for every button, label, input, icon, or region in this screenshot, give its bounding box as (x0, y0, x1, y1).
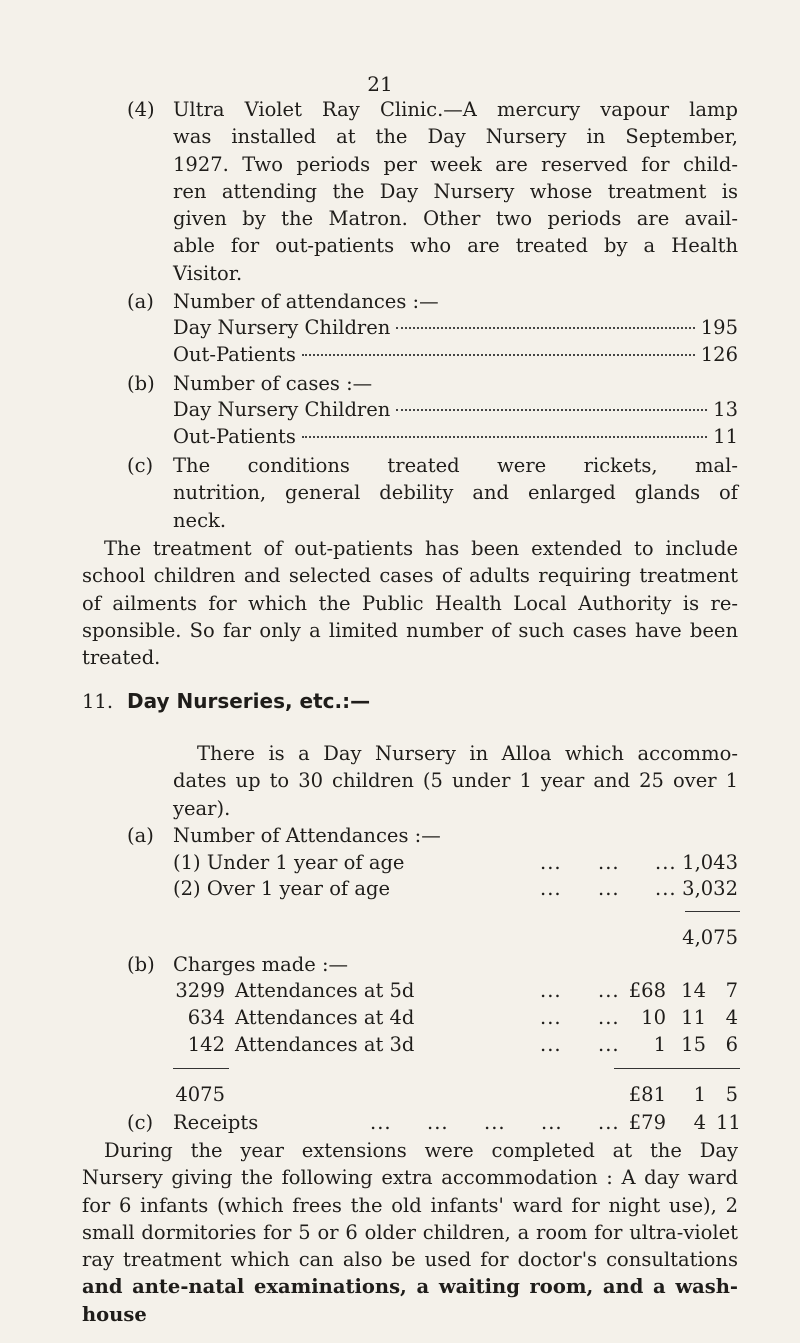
text-line: was installed at the Day Nursery in September, (173, 125, 738, 149)
leader-row (173, 396, 738, 423)
attendance-row-value: 3,032 (682, 877, 738, 900)
row-label: Out-Patients (173, 343, 296, 366)
charge-pounds: 10 (641, 1006, 666, 1029)
charge-count-total: 4075 (175, 1083, 225, 1106)
charge-label: Attendances at 5d (235, 979, 415, 1002)
attendance-row-value: 1,043 (682, 851, 738, 874)
section-11b-title: Charges made :— (173, 953, 349, 976)
text-line: dates up to 30 children (5 under 1 year and 25 over 1 (173, 769, 738, 793)
text-line: There is a Day Nursery in Alloa which accommo- (197, 742, 738, 765)
section-11c-label: (c) (127, 1111, 154, 1134)
text-line: able for out-patients who are treated by a Health (173, 234, 738, 258)
dot-leader (396, 409, 707, 411)
item-4c-label: (c) (127, 454, 154, 477)
ellipsis: ... (598, 851, 620, 874)
receipts-pence: 11 (716, 1111, 741, 1134)
attendance-row-label: (2) Over 1 year of age (173, 877, 390, 900)
attendance-total: 4,075 (682, 926, 738, 949)
charge-shillings: 14 (681, 979, 706, 1002)
receipts-pounds: £79 (628, 1111, 666, 1134)
text-line: for 6 infants (which frees the old infants' ward for night use), 2 (82, 1193, 738, 1217)
ellipsis: ... (484, 1111, 506, 1134)
receipts-shillings: 4 (693, 1111, 706, 1134)
ellipsis: ... (370, 1111, 392, 1134)
charge-total-shillings: 1 (693, 1083, 706, 1106)
dot-leader (396, 327, 694, 329)
text-line: ren attending the Day Nursery whose treatment is (173, 179, 738, 203)
ellipsis: ... (598, 979, 620, 1002)
section-11a-title: Number of Attendances :— (173, 824, 441, 847)
text-line: During the year extensions were completed at the Day (104, 1139, 738, 1162)
charge-count: 634 (187, 1006, 225, 1029)
charge-shillings: 11 (681, 1006, 706, 1029)
ellipsis: ... (598, 877, 620, 900)
charge-label: Attendances at 3d (235, 1033, 415, 1056)
ellipsis: ... (598, 1006, 620, 1029)
text-line: neck. (173, 508, 227, 532)
leader-row (173, 423, 738, 450)
amount-total-rule (614, 1068, 740, 1069)
row-value: 126 (700, 343, 738, 366)
item-4b-label: (b) (127, 372, 155, 395)
ellipsis: ... (598, 1111, 620, 1134)
item-4-number: (4) (127, 98, 155, 121)
ellipsis: ... (540, 877, 562, 900)
charge-label: Attendances at 4d (235, 1006, 415, 1029)
section-11b-label: (b) (127, 953, 155, 976)
text-line: Nursery giving the following extra accommodation : A day ward (82, 1166, 738, 1190)
outpatients-paragraph (82, 535, 738, 671)
text-line: year). (173, 796, 231, 820)
section-11-number: 11. (82, 690, 114, 713)
text-line: The treatment of out-patients has been extended to include (104, 537, 738, 560)
row-value: 11 (713, 425, 738, 448)
ellipsis: ... (540, 979, 562, 1002)
text-line: nutrition, general debility and enlarged glands of (173, 481, 738, 505)
row-value: 13 (713, 398, 738, 421)
page-number: 21 (367, 72, 393, 96)
ellipsis: ... (541, 1111, 563, 1134)
section-11-intro (173, 740, 738, 822)
ellipsis: ... (540, 851, 562, 874)
row-value: 195 (700, 316, 738, 339)
closing-paragraph (82, 1137, 738, 1328)
leader-row (173, 314, 738, 341)
leader-row (173, 341, 738, 368)
item-4a-label: (a) (127, 290, 154, 313)
text-line: Visitor. (173, 261, 243, 285)
ellipsis: ... (427, 1111, 449, 1134)
charge-total-pounds: £81 (628, 1083, 666, 1106)
charge-pounds: 1 (653, 1033, 666, 1056)
text-line: small dormitories for 5 or 6 older children, a room for ultra-violet (82, 1220, 738, 1244)
text-line: treated. (82, 646, 161, 670)
text-line: ray treatment which can also be used for doctor's consultations (82, 1248, 738, 1272)
receipts-label: Receipts (173, 1111, 259, 1134)
charge-total-pence: 5 (725, 1083, 738, 1106)
total-rule (685, 911, 740, 912)
item-4b-title: Number of cases :— (173, 372, 373, 395)
dot-leader (302, 354, 695, 356)
charge-pounds: £68 (628, 979, 666, 1002)
row-label: Day Nursery Children (173, 398, 391, 421)
row-label: Out-Patients (173, 425, 296, 448)
charge-pence: 4 (725, 1006, 738, 1029)
dot-leader (302, 436, 707, 438)
text-line: The conditions treated were rickets, mal- (173, 454, 738, 477)
text-line: given by the Matron. Other two periods are avail- (173, 207, 738, 231)
charge-count: 142 (187, 1033, 225, 1056)
section-11-heading: Day Nurseries, etc.:— (127, 689, 371, 713)
count-total-rule (173, 1068, 229, 1069)
section-11a-label: (a) (127, 824, 154, 847)
text-line: Ultra Violet Ray Clinic.—A mercury vapour lamp (173, 98, 738, 121)
charge-count: 3299 (175, 979, 225, 1002)
text-line: school children and selected cases of adults requiring treatment (82, 564, 738, 588)
text-line: sponsible. So far only a limited number of such cases have been (82, 618, 738, 642)
text-line: 1927. Two periods per week are reserved for child- (173, 152, 738, 176)
ellipsis: ... (540, 1033, 562, 1056)
row-label: Day Nursery Children (173, 316, 391, 339)
charge-pence: 7 (725, 979, 738, 1002)
ellipsis: ... (655, 877, 677, 900)
ellipsis: ... (655, 851, 677, 874)
charge-pence: 6 (725, 1033, 738, 1056)
text-line: and ante-natal examinations, a waiting room, and a wash-house (82, 1275, 738, 1326)
item-4-paragraph (173, 96, 738, 287)
charge-shillings: 15 (681, 1033, 706, 1056)
attendance-row-label: (1) Under 1 year of age (173, 851, 405, 874)
item-4c-paragraph (173, 452, 738, 534)
text-line: of ailments for which the Public Health Local Authority is re- (82, 591, 738, 615)
item-4a-title: Number of attendances :— (173, 290, 439, 313)
ellipsis: ... (598, 1033, 620, 1056)
ellipsis: ... (540, 1006, 562, 1029)
